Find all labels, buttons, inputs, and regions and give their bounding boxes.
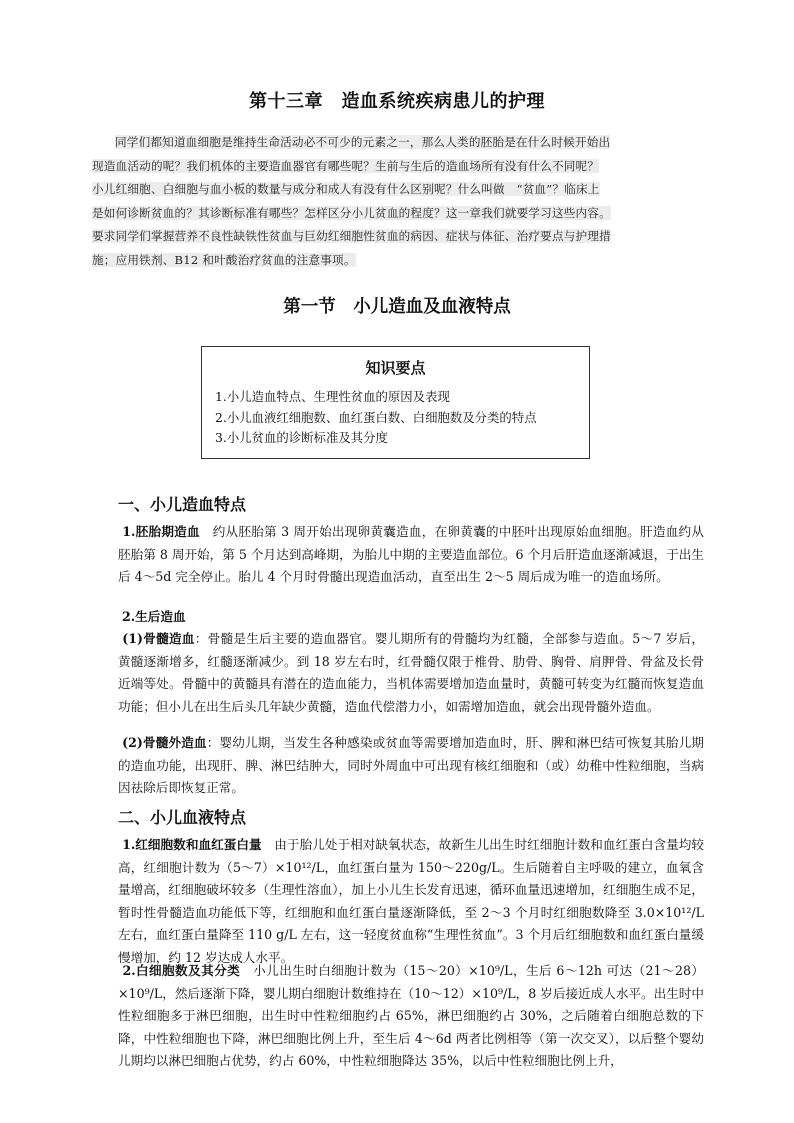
paragraph-wbc — [118, 960, 704, 1073]
paragraph-label: (1)骨髓造血 — [122, 631, 195, 646]
paragraph-embryonic — [118, 521, 704, 589]
heading-hematopoiesis: 一、小儿造血特点 — [118, 495, 247, 514]
chapter-intro — [92, 131, 708, 272]
section-title: 第一节 小儿造血及血液特点 — [283, 297, 511, 317]
key-points-box — [201, 346, 590, 459]
chapter-title: 第十三章 造血系统疾病患儿的护理 — [249, 91, 545, 112]
paragraph-text: 由于胎儿处于相对缺氧状态，故新生儿出生时红细胞计数和血红蛋白含量均较高，红细胞计数为（5～7）×10¹²/L，血红蛋白量为 150～220g/L。生后随着自主呼吸的建立，血氧含量增高，红细胞破坏较多（生理性溶血），加上小儿生长发育迅速，循环血量迅速增加，红细胞生成不足，暂时性骨髓造血功能低下等，红细胞和血红蛋白量逐渐降低，至 2～3 个月时红细胞数降至 3.0×10¹²/L 左右，血红蛋白量降至 110 g/L 左右，这一轻度贫血称“生理性贫血”。3 个月后红细胞数和血红蛋白量缓慢增加，约 12 岁达成人水平。 — [118, 837, 704, 965]
intro-line: 要求同学们掌握营养不良性缺铁性贫血与巨幼红细胞性贫血的病因、症状与体征、治疗要点与护理措 — [92, 229, 611, 243]
heading-blood-features: 二、小儿血液特点 — [118, 808, 247, 827]
paragraph-text: ：婴幼儿期，当发生各种感染或贫血等需要增加造血时，肝、脾和淋巴结可恢复其胎儿期的造血功能，出现肝、脾、淋巴结肿大，同时外周血中可出现有核红细胞和（或）幼稚中性粒细胞，当病因祛除后即恢复正常。 — [118, 735, 704, 796]
key-point-item: 3.小儿贫血的诊断标准及其分度 — [215, 430, 388, 445]
intro-line: 同学们都知道血细胞是维持生命活动必不可少的元素之一，那么人类的胚胎是在什么时候开始出 — [115, 135, 611, 149]
paragraph-label: 1.胚胎期造血 — [122, 524, 200, 539]
key-point-item: 1.小儿造血特点、生理性贫血的原因及表现 — [215, 389, 450, 404]
paragraph-label: 2.白细胞数及其分类 — [122, 963, 241, 978]
paragraph-text: 约从胚胎第 3 周开始出现卵黄囊造血，在卵黄囊的中胚叶出现原始血细胞。肝造血约从胚胎第 8 周开始，第 5 个月达到高峰期，为胎儿中期的主要造血部位。6 个月后肝造血逐渐减退，于出生后 4～5d 完全停止。胎儿 4 个月时骨髓出现造血活动，直至出生 2～5 周后成为唯一的造血场所。 — [118, 524, 704, 585]
paragraph-postnatal-label — [118, 606, 704, 629]
paragraph-bone-marrow — [118, 628, 704, 718]
paragraph-label: 2.生后造血 — [122, 609, 186, 624]
paragraph-text: 小儿出生时白细胞计数为（15～20）×10⁹/L，生后 6～12h 可达（21～28）×10⁹/L，然后逐渐下降，婴儿期白细胞计数维持在（10～12）×10⁹/L，8 岁后接近成人水平。出生时中性粒细胞多于淋巴细胞，出生时中性粒细胞约占 65%，淋巴细胞约占 30%，之后随着白细胞总数的下降，中性粒细胞也下降，淋巴细胞比例上升，至生后 4～6d 两者比例相等（第一次交叉），以后整个婴幼儿期均以淋巴细胞占优势，约占 60%，中性粒细胞降达 35%，以后中性粒细胞比例上升， — [118, 963, 704, 1069]
intro-line: 是如何诊断贫血的？其诊断标准有哪些？怎样区分小儿贫血的程度？这一章我们就要学习这些内容。 — [92, 205, 611, 220]
paragraph-text: ：骨髓是生后主要的造血器官。婴儿期所有的骨髓均为红髓，全部参与造血。5～7 岁后，黄髓逐渐增多，红髓逐渐减少。到 18 岁左右时，红骨髓仅限于椎骨、肋骨、胸骨、肩胛骨、骨盆及长骨近端等处。骨髓中的黄髓具有潜在的造血能力，当机体需要增加造血量时，黄髓可转变为红髓而恢复造血功能；但小儿在出生后头几年缺少黄髓，造血代偿潜力小，如需增加造血，就会出现骨髓外造血。 — [118, 631, 704, 714]
intro-line: 现造血活动的呢？我们机体的主要造血器官有哪些呢？生前与生后的造血场所有没有什么不同呢？ — [92, 158, 600, 173]
intro-line: 小儿红细胞、白细胞与血小板的数量与成分和成人有没有什么区别呢？什么叫做 “贫血”？临床上 — [92, 182, 600, 196]
key-points-title: 知识要点 — [365, 359, 426, 377]
intro-line: 施；应用铁剂、B12 和叶酸治疗贫血的注意事项。 — [92, 252, 356, 267]
key-point-item: 2.小儿血液红细胞数、血红蛋白数、白细胞数及分类的特点 — [215, 409, 537, 425]
key-points-list — [215, 387, 583, 449]
paragraph-label: (2)骨髓外造血 — [122, 735, 207, 750]
paragraph-label: 1.红细胞数和血红蛋白量 — [122, 837, 262, 852]
paragraph-extramedullary — [118, 732, 704, 800]
paragraph-rbc — [118, 834, 704, 970]
